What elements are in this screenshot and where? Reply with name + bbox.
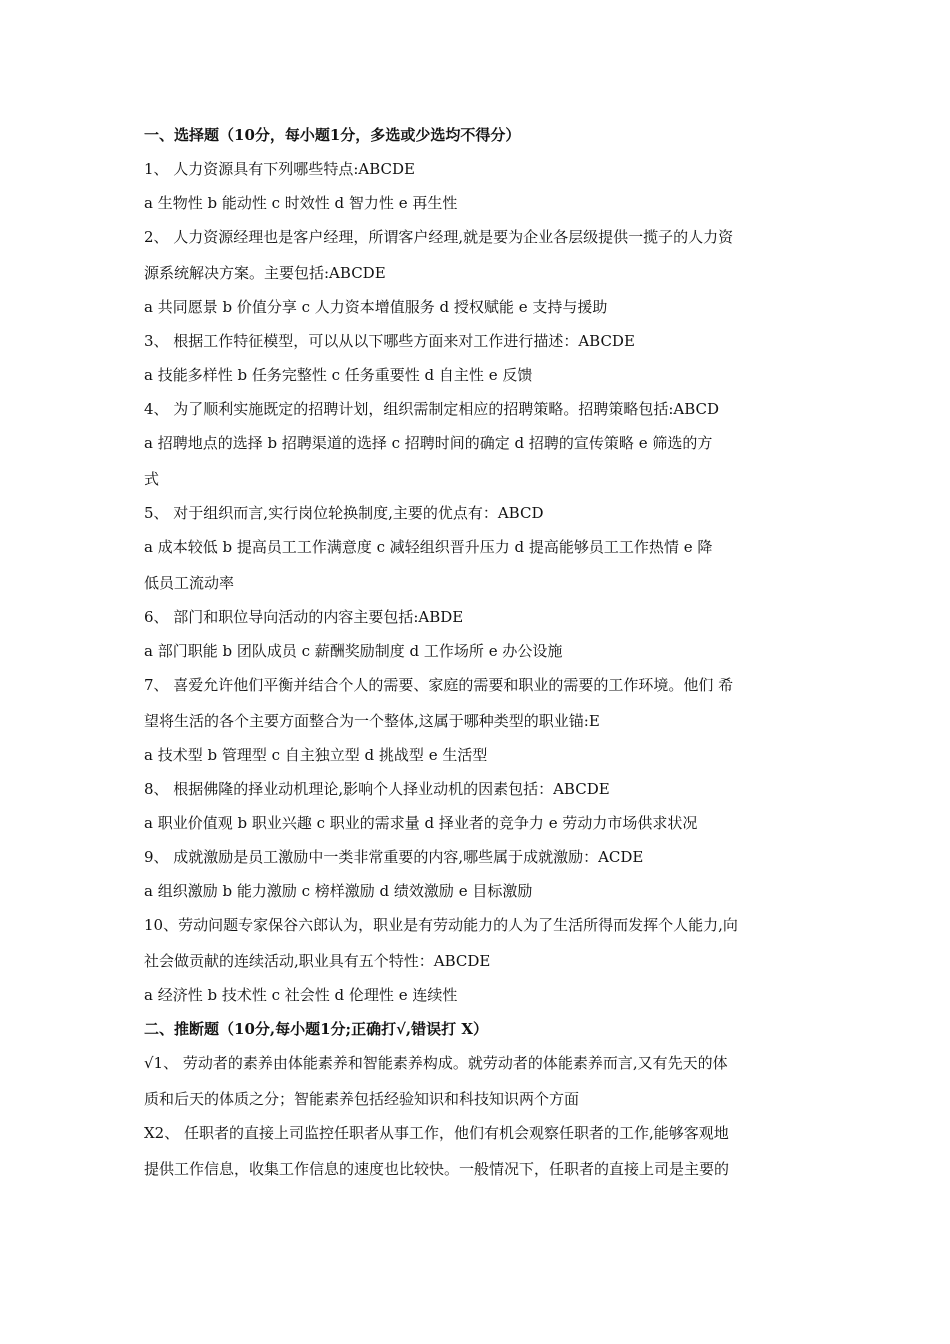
judgment-2: X2、 任职者的直接上司监控任职者从事工作，他们有机会观察任职者的工作,能够客观地 — [144, 1124, 729, 1142]
section-2-heading: 二、推断题（10分,每小题1分;正确打√,错误打 X） — [144, 1020, 489, 1038]
question-10-options: a 经济性 b 技术性 c 社会性 d 伦理性 e 连续性 — [144, 986, 458, 1004]
question-4-options-continued: 式 — [144, 470, 160, 488]
question-2-options: a 共同愿景 b 价值分享 c 人力资本增值服务 d 授权赋能 e 支持与援助 — [144, 298, 608, 316]
question-3-options: a 技能多样性 b 任务完整性 c 任务重要性 d 自主性 e 反馈 — [144, 366, 533, 384]
question-6: 6、 部门和职位导向活动的内容主要包括:ABDE — [144, 608, 464, 626]
question-7: 7、 喜爱允许他们平衡并结合个人的需要、家庭的需要和职业的需要的工作环境。他们 希 — [144, 676, 734, 694]
question-4-options: a 招聘地点的选择 b 招聘渠道的选择 c 招聘时间的确定 d 招聘的宣传策略 e 筛选的方 — [144, 434, 713, 452]
question-5-options: a 成本较低 b 提高员工工作满意度 c 减轻组织晋升压力 d 提高能够员工工作热情 e 降 — [144, 538, 713, 556]
question-7-continued: 望将生活的各个主要方面整合为一个整体,这属于哪种类型的职业锚:E — [144, 712, 600, 730]
question-10: 10、劳动问题专家保谷六郎认为，职业是有劳动能力的人为了生活所得而发挥个人能力,向 — [144, 916, 738, 934]
question-2: 2、 人力资源经理也是客户经理，所谓客户经理,就是要为企业各层级提供一揽子的人力资 — [144, 228, 734, 246]
document-page — [144, 124, 808, 1180]
judgment-1: √1、 劳动者的素养由体能素养和智能素养构成。就劳动者的体能素养而言,又有先天的体 — [144, 1054, 728, 1072]
question-3: 3、 根据工作特征模型，可以从以下哪些方面来对工作进行描述：ABCDE — [144, 332, 635, 350]
judgment-1-continued: 质和后天的体质之分；智能素养包括经验知识和科技知识两个方面 — [144, 1090, 580, 1108]
question-7-options: a 技术型 b 管理型 c 自主独立型 d 挑战型 e 生活型 — [144, 746, 488, 764]
judgment-2-continued: 提供工作信息，收集工作信息的速度也比较快。一般情况下，任职者的直接上司是主要的 — [144, 1160, 730, 1178]
question-5-options-continued: 低员工流动率 — [144, 574, 235, 592]
question-8: 8、 根据佛隆的择业动机理论,影响个人择业动机的因素包括：ABCDE — [144, 780, 610, 798]
question-9: 9、 成就激励是员工激励中一类非常重要的内容,哪些属于成就激励：ACDE — [144, 848, 644, 866]
question-8-options: a 职业价值观 b 职业兴趣 c 职业的需求量 d 择业者的竞争力 e 劳动力市场供求状况 — [144, 814, 698, 832]
question-1: 1、 人力资源具有下列哪些特点:ABCDE — [144, 160, 415, 178]
question-5: 5、 对于组织而言,实行岗位轮换制度,主要的优点有：ABCD — [144, 504, 544, 522]
question-6-options: a 部门职能 b 团队成员 c 薪酬奖励制度 d 工作场所 e 办公设施 — [144, 642, 563, 660]
question-4: 4、 为了顺利实施既定的招聘计划，组织需制定相应的招聘策略。招聘策略包括:ABCD — [144, 400, 720, 418]
question-9-options: a 组织激励 b 能力激励 c 榜样激励 d 绩效激励 e 目标激励 — [144, 882, 533, 900]
question-1-options: a 生物性 b 能动性 c 时效性 d 智力性 e 再生性 — [144, 194, 458, 212]
question-2-continued: 源系统解决方案。主要包括:ABCDE — [144, 264, 386, 282]
question-10-continued: 社会做贡献的连续活动,职业具有五个特性：ABCDE — [144, 952, 491, 970]
section-1-heading: 一、选择题（10分，每小题1分，多选或少选均不得分） — [144, 126, 521, 144]
